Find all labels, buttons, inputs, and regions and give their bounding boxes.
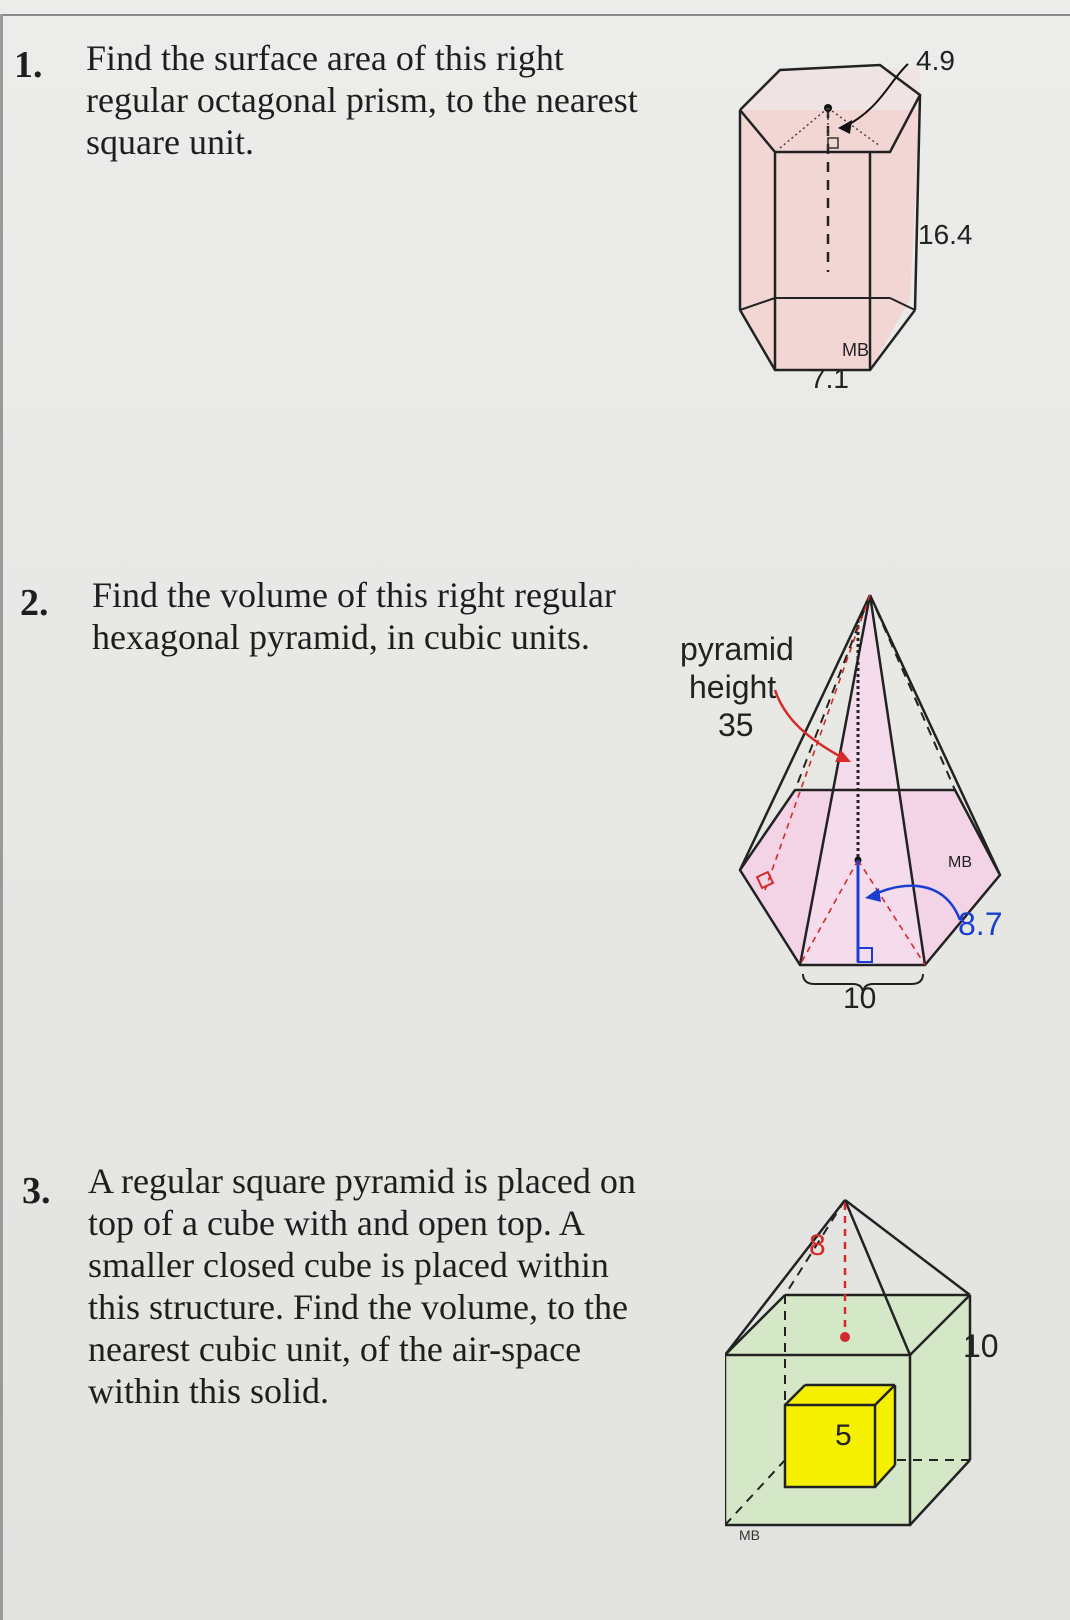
problem-2-number: 2. [20, 582, 49, 624]
height-caption-2: height [689, 669, 777, 705]
pyramid-height-label: 8 [809, 1229, 826, 1262]
problem-3-line-5: nearest cubic unit, of the air-space [88, 1329, 582, 1369]
problem-2-line-2: hexagonal pyramid, in cubic units. [92, 617, 590, 657]
problem-3-number: 3. [22, 1170, 51, 1212]
mark-label: MB [739, 1527, 760, 1543]
cube-pyramid-figure [725, 1195, 1045, 1550]
side-label: 7.1 [810, 363, 849, 394]
problem-2-line-1: Find the volume of this right regular [92, 575, 616, 615]
prism-body [740, 65, 920, 370]
problem-1-line-2: regular octagonal prism, to the nearest [86, 80, 638, 120]
problem-3-line-6: within this solid. [88, 1371, 330, 1411]
cube-side-label: 10 [963, 1328, 999, 1364]
problem-3-text [88, 1160, 636, 1412]
top-divider [0, 14, 1070, 16]
octagonal-prism-figure [720, 40, 1020, 415]
mark-label: MB [948, 854, 972, 871]
problem-3-line-3: smaller closed cube is placed within [88, 1245, 609, 1285]
mark-label: MB [842, 340, 869, 360]
small-cube-label: 5 [835, 1419, 852, 1452]
height-label: 16.4 [918, 219, 973, 250]
problem-3-line-1: A regular square pyramid is placed on [88, 1161, 636, 1201]
side-label: 10 [843, 982, 877, 1010]
left-divider [0, 14, 3, 1620]
apothem-label: 4.9 [916, 45, 955, 76]
apothem-label: 8.7 [958, 906, 1003, 942]
problem-3-line-4: this structure. Find the volume, to the [88, 1287, 628, 1327]
hexagonal-pyramid-figure [675, 590, 1045, 1015]
problem-3-line-2: top of a cube with and open top. A [88, 1203, 585, 1243]
height-caption-3: 35 [718, 707, 754, 743]
problem-1-number: 1. [14, 44, 43, 86]
height-caption-1: pyramid [680, 631, 794, 667]
cube-body [725, 1200, 970, 1525]
problem-1-text [86, 37, 638, 163]
problem-2-text [92, 574, 616, 658]
problem-1-line-1: Find the surface area of this right [86, 38, 564, 78]
problem-1-line-3: square unit. [86, 122, 254, 162]
